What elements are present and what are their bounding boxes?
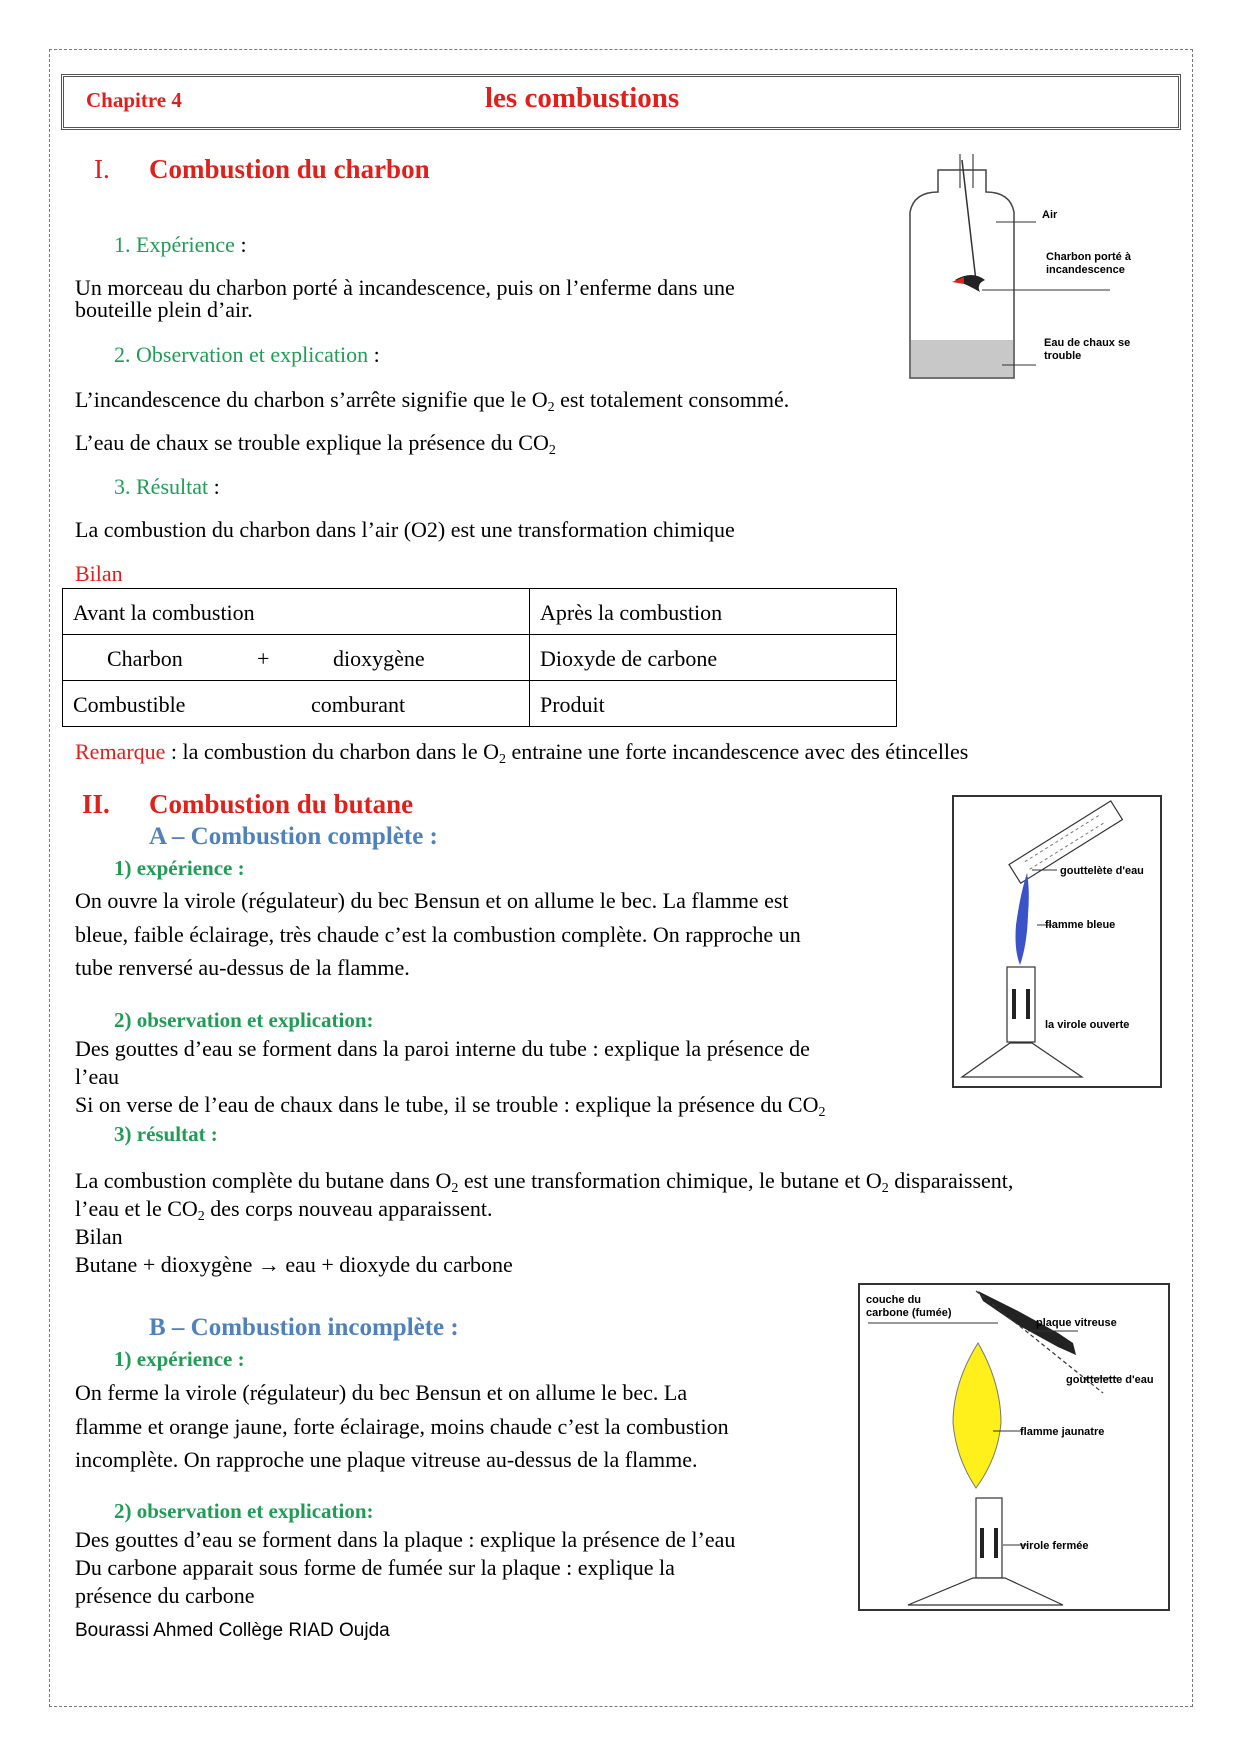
s1-experience-heading: 1. Expérience :	[114, 232, 247, 257]
complete-combustion-figure	[952, 795, 1162, 1088]
table-cell: Avant la combustion	[63, 589, 530, 635]
s1-exp-line2: bouteille plein d’air.	[75, 297, 253, 322]
page-title: les combustions	[485, 82, 680, 114]
section-2-title: Combustion du butane	[149, 789, 414, 819]
label-couche-1: couche du	[866, 1294, 922, 1306]
chapter-label: Chapitre 4	[86, 88, 182, 112]
a-res-line1: La combustion complète du butane dans $O_2$ est une transformation chimique, le butane et $O_2$ disparaissent,	[75, 1168, 1014, 1196]
table-cell: Dioxyde de carbone	[530, 635, 897, 681]
a-observation-heading: 2) observation et explication:	[114, 1008, 374, 1032]
s1-result-heading: 3. Résultat :	[114, 474, 220, 499]
section-1-title: Combustion du charbon	[149, 154, 430, 184]
label-eau-2: trouble	[1044, 350, 1082, 362]
table-row	[63, 681, 897, 727]
a-result-heading: 3) résultat :	[114, 1122, 218, 1146]
section-1-number: I.	[94, 154, 110, 184]
a-exp-line1: On ouvre la virole (régulateur) du bec Bensun et on allume le bec. La flamme est	[75, 888, 789, 913]
a-bilan-label: Bilan	[75, 1224, 123, 1249]
a-experience-heading: 1) expérience :	[114, 856, 245, 880]
burner-base	[962, 1043, 1082, 1077]
s1-obs-line1: L’incandescence du charbon s’arrête signifie que le $O_2$ est totalement consommé.	[75, 387, 790, 415]
label-virole-ouverte: la virole ouverte	[1045, 1019, 1130, 1031]
a-exp-line3: tube renversé au-dessus de la flamme.	[75, 955, 410, 980]
label-charbon-1: Charbon porté à	[1046, 251, 1131, 263]
label-gouttelete: gouttelète d'eau	[1060, 865, 1144, 877]
b-obs-line3: présence du carbone	[75, 1583, 255, 1608]
s1-bilan-label: Bilan	[75, 561, 123, 586]
s1-obs-line2: L’eau de chaux se trouble explique la présence du $CO_2$	[75, 430, 556, 458]
burner-tube	[1007, 967, 1035, 1042]
a-res-line2: l’eau et le $CO_2$ des corps nouveau apparaissent.	[75, 1196, 493, 1224]
yellow-flame	[953, 1343, 1001, 1488]
blue-flame	[1016, 873, 1029, 965]
section-2-number: II.	[82, 789, 110, 819]
table-row	[63, 589, 897, 635]
a-obs-line1: Des gouttes d’eau se forment dans la paroi interne du tube : explique la présence de	[75, 1036, 810, 1061]
label-plaque: plaque vitreuse	[1036, 1317, 1117, 1329]
incomplete-combustion-figure	[858, 1283, 1170, 1611]
table-cell: Combustible comburant	[63, 681, 530, 727]
burner-base	[908, 1578, 1063, 1605]
a-obs-line2: l’eau	[75, 1064, 119, 1089]
label-flamme-bleue: flamme bleue	[1045, 919, 1116, 931]
table-cell: Charbon + dioxygène	[63, 635, 530, 681]
label-eau-1: Eau de chaux se	[1044, 337, 1131, 349]
b-exp-line1: On ferme la virole (régulateur) du bec Bensun et on allume le bec. La	[75, 1380, 688, 1405]
s1-exp-line1: Un morceau du charbon porté à incandescence, puis on l’enferme dans une	[75, 275, 735, 300]
b-obs-line1: Des gouttes d’eau se forment dans la plaque : explique la présence de l’eau	[75, 1527, 736, 1552]
a-equation: Butane + dioxygène → eau + dioxyde du carbone	[75, 1252, 513, 1277]
label-air: Air	[1042, 209, 1058, 221]
label-couche-2: carbone (fumée)	[866, 1307, 952, 1319]
limewater	[911, 340, 1013, 377]
a-exp-line2: bleue, faible éclairage, très chaude c’est la combustion complète. On rapproche un	[75, 922, 801, 947]
footer-author: Bourassi Ahmed Collège RIAD Oujda	[75, 1620, 390, 1641]
label-virole-fermee: virole fermée	[1020, 1540, 1089, 1552]
table-cell: Produit	[530, 681, 897, 727]
subsection-b-title: B – Combustion incomplète :	[149, 1314, 459, 1341]
b-exp-line3: incomplète. On rapproche une plaque vitreuse au-dessus de la flamme.	[75, 1447, 698, 1472]
table-cell: Après la combustion	[530, 589, 897, 635]
s1-remark: Remarque : la combustion du charbon dans le $O_2$ entraine une forte incandescence avec des étincelles	[75, 739, 969, 767]
charcoal-bottle-figure	[900, 150, 1190, 410]
b-experience-heading: 1) expérience :	[114, 1347, 245, 1371]
burner-tube	[976, 1498, 1002, 1578]
b-observation-heading: 2) observation et explication:	[114, 1499, 374, 1523]
s1-observation-heading: 2. Observation et explication :	[114, 342, 380, 367]
s1-result-text: La combustion du charbon dans l’air (O2) est une transformation chimique	[75, 517, 735, 542]
a-obs-line3: Si on verse de l’eau de chaux dans le tube, il se trouble : explique la présence du $CO_2$	[75, 1092, 826, 1120]
bilan-table	[62, 588, 897, 727]
label-charbon-2: incandescence	[1046, 264, 1125, 276]
charcoal-piece	[955, 275, 985, 292]
label-gouttelette: gouttelette d'eau	[1066, 1374, 1154, 1386]
subsection-a-title: A – Combustion complète :	[149, 823, 438, 850]
table-row	[63, 635, 897, 681]
b-obs-line2: Du carbone apparait sous forme de fumée sur la plaque : explique la	[75, 1555, 675, 1580]
label-flamme-jaunatre: flamme jaunatre	[1020, 1426, 1105, 1438]
b-exp-line2: flamme et orange jaune, forte éclairage, moins chaude c’est la combustion	[75, 1414, 729, 1439]
